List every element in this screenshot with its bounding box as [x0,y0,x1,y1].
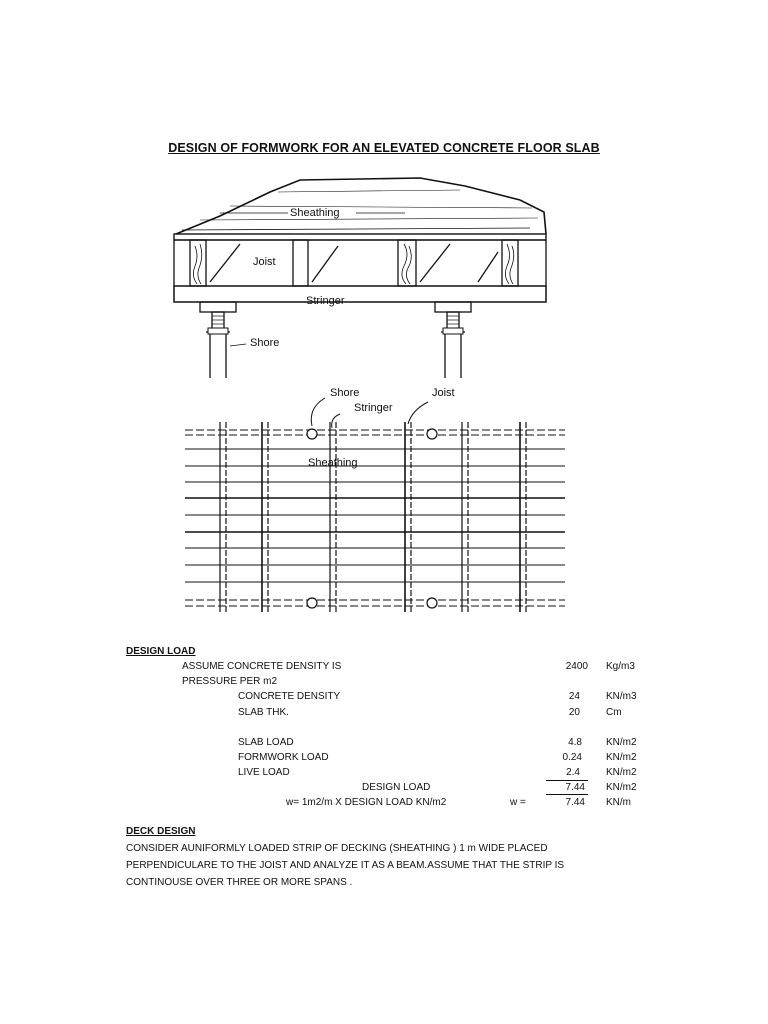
formwork-load-label: FORMWORK LOAD [238,752,329,763]
deck-design-paragraph [126,840,606,891]
design-load-heading: DESIGN LOAD [126,646,196,657]
slab-load-label: SLAB LOAD [238,737,294,748]
label-joist: Joist [253,256,276,268]
live-load-value: 2.4 [566,767,580,778]
slab-thk-unit: Cm [606,707,622,718]
live-load-unit: KN/m2 [606,767,637,778]
pressure-label: PRESSURE PER m2 [182,676,278,687]
total-rule [546,794,588,795]
design-load-unit: KN/m2 [606,782,637,793]
label-shore: Shore [250,337,280,349]
label-sheathing: Sheathing [290,207,340,219]
w-unit: KN/m [606,797,631,808]
slab-load-value: 4.8 [568,737,582,748]
deck-design-heading: DECK DESIGN [126,826,196,837]
concrete-density-unit: KN/m3 [606,691,637,702]
w-formula: w= 1m2/m X DESIGN LOAD KN/m2 [286,797,447,808]
formwork-load-value: 0.24 [562,752,582,763]
design-load-label: DESIGN LOAD [362,782,431,793]
plan-label-shore: Shore [330,387,360,399]
concrete-density-value: 24 [568,691,580,702]
density-label: ASSUME CONCRETE DENSITY IS [182,661,342,672]
concrete-density-label: CONCRETE DENSITY [238,691,341,702]
w-label: w = [510,797,526,808]
density-unit: Kg/m3 [606,661,635,672]
formwork-load-unit: KN/m2 [606,752,637,763]
deck-design-line-1: CONSIDER AUNIFORMLY LOADED STRIP OF DECKING (SHEATHING ) 1 m WIDE PLACED [126,843,548,854]
sum-rule [546,780,588,781]
design-load-value: 7.44 [565,782,585,793]
plan-label-joist: Joist [432,387,455,399]
slab-thk-value: 20 [568,707,580,718]
slab-thk-label: SLAB THK. [238,707,289,718]
plan-label-sheathing: Sheathing [308,457,358,469]
deck-design-line-2: PERPENDICULARE TO THE JOIST AND ANALYZE IT AS A BEAM.ASSUME THAT THE STRIP IS [126,860,565,871]
density-value: 2400 [565,661,588,672]
label-stringer: Stringer [306,295,345,307]
w-value: 7.44 [565,797,585,808]
formwork-section-diagram [160,168,560,390]
plan-label-stringer: Stringer [354,402,393,414]
live-load-label: LIVE LOAD [238,767,290,778]
slab-load-unit: KN/m2 [606,737,637,748]
formwork-plan-diagram [180,380,570,620]
page-title: DESIGN OF FORMWORK FOR AN ELEVATED CONCRETE FLOOR SLAB [168,141,600,155]
deck-design-line-3: CONTINOUSE OVER THREE OR MORE SPANS . [126,877,353,888]
